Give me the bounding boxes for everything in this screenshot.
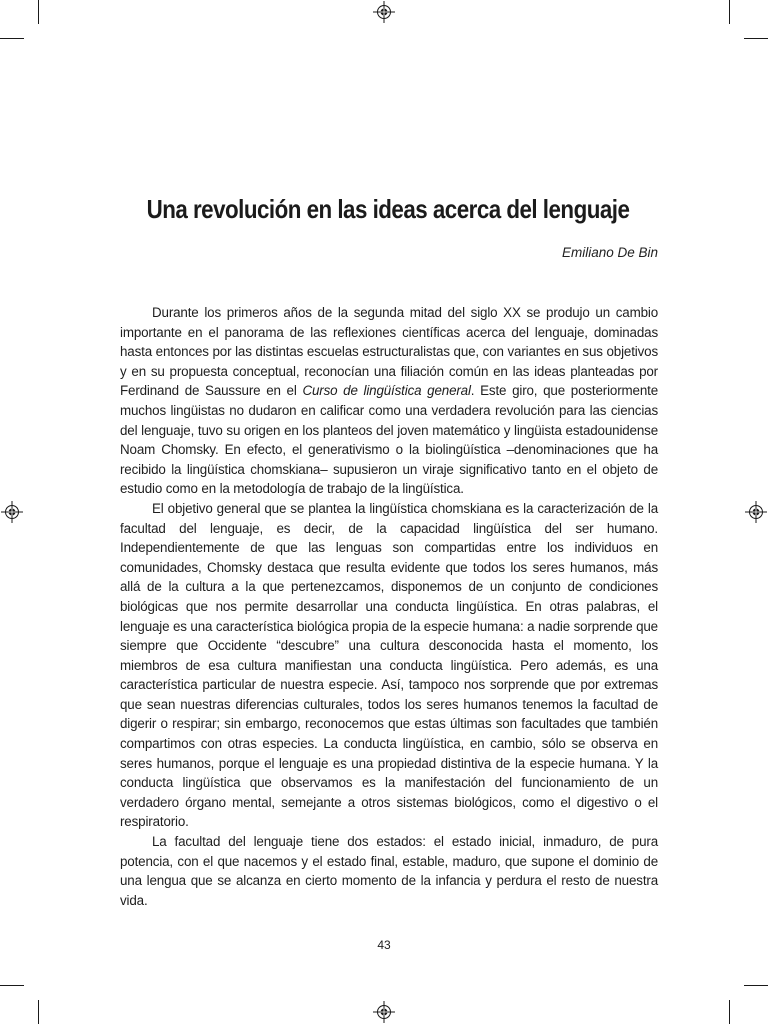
book-title-italic: Curso de lingüística general — [302, 383, 471, 399]
page-number: 43 — [377, 938, 391, 952]
registration-mark-bottom-icon — [373, 1001, 395, 1023]
registration-mark-top-icon — [373, 1, 395, 23]
paragraph-3: La facultad del lenguaje tiene dos estados: el estado inicial, inmaduro, de pura potencia, con el que nacemos y el estado final, estable, maduro, que supone el dominio de una lengua que se alcanza en cierto momento de la infancia y perdura el resto de nuestra vida. — [120, 834, 658, 908]
paragraph-1 — [120, 303, 658, 499]
crop-mark-top-right — [729, 0, 730, 24]
paragraph-2: El objetivo general que se plantea la lingüística chomskiana es la caracterización de la facultad del lenguaje, es decir, de la capacidad lingüística del ser humano. Independientemente de que las lenguas son compartidas entre los individuos en comunidades, Chomsky destaca que resulta evidente que todos los seres humanos, más allá de la cultura a la que pertenezcamos, disponemos de un conjunto de condiciones biológicas que nos permite desarrollar una conducta lingüística. En otras palabras, el lenguaje es una característica biológica propia de la especie humana: a nadie sorprende que siempre que Occidente “descubre” una cultura desconocida hasta el momento, los miembros de esa cultura manifiestan una conducta lingüística. Pero además, es una característica particular de nuestra especie. Así, tampoco nos sorprende que por extremas que sean nuestras diferencias culturales, todos los seres humanos tenemos la facultad de digerir o respirar; sin embargo, reconocemos que estas últimas son facultades que también compartimos con otras especies. La conducta lingüística, en cambio, sólo se observa en seres humanos, porque el lenguaje es una propiedad distintiva de la especie humana. Y la conducta lingüística que observamos es la manifestación del funcionamiento de un verdadero órgano mental, semejante a otros sistemas biológicos, como el digestivo o el respiratorio. — [120, 500, 658, 830]
crop-mark-bottom-right — [729, 1000, 730, 1024]
crop-mark-bottom-right-h — [744, 985, 768, 986]
crop-mark-top-right-h — [744, 38, 768, 39]
article-author: Emiliano De Bin — [561, 245, 658, 260]
crop-mark-bottom-left-h — [0, 985, 24, 986]
paragraph-1-text-end: . Este giro, que posteriormente muchos lingüistas no dudaron en calificar como una verdadera revolución para las ciencias del lenguaje, tuvo su origen en los planteos del joven matemático y lingüista estadounidense Noam Chomsky. En efecto, el generativismo o la biolingüística –denominaciones que ha recibido la lingüística chomskiana– supusieron un viraje significativo tanto en el objeto de estudio como en la metodología de trabajo de la lingüística. — [120, 383, 659, 497]
crop-mark-top-left — [38, 0, 39, 24]
article-body — [120, 303, 658, 910]
registration-mark-left-icon — [1, 501, 23, 523]
article-title: Una revolución en las ideas acerca del lenguaje — [146, 194, 630, 224]
crop-mark-bottom-left — [38, 1000, 39, 1024]
paragraph-1-text-start: Durante los primeros años de la segunda mitad del siglo XX se produjo un cambio importante en el panorama de las reflexiones científicas acerca del lenguaje, dominadas hasta entonces por las distintas escuelas estructuralistas que, con variantes en sus objetivos y en su propuesta conceptual, reconocían una filiación común en las ideas planteadas por Ferdinand de Saussure en el — [120, 305, 658, 399]
crop-mark-top-left-h — [0, 38, 24, 39]
registration-mark-right-icon — [745, 501, 767, 523]
